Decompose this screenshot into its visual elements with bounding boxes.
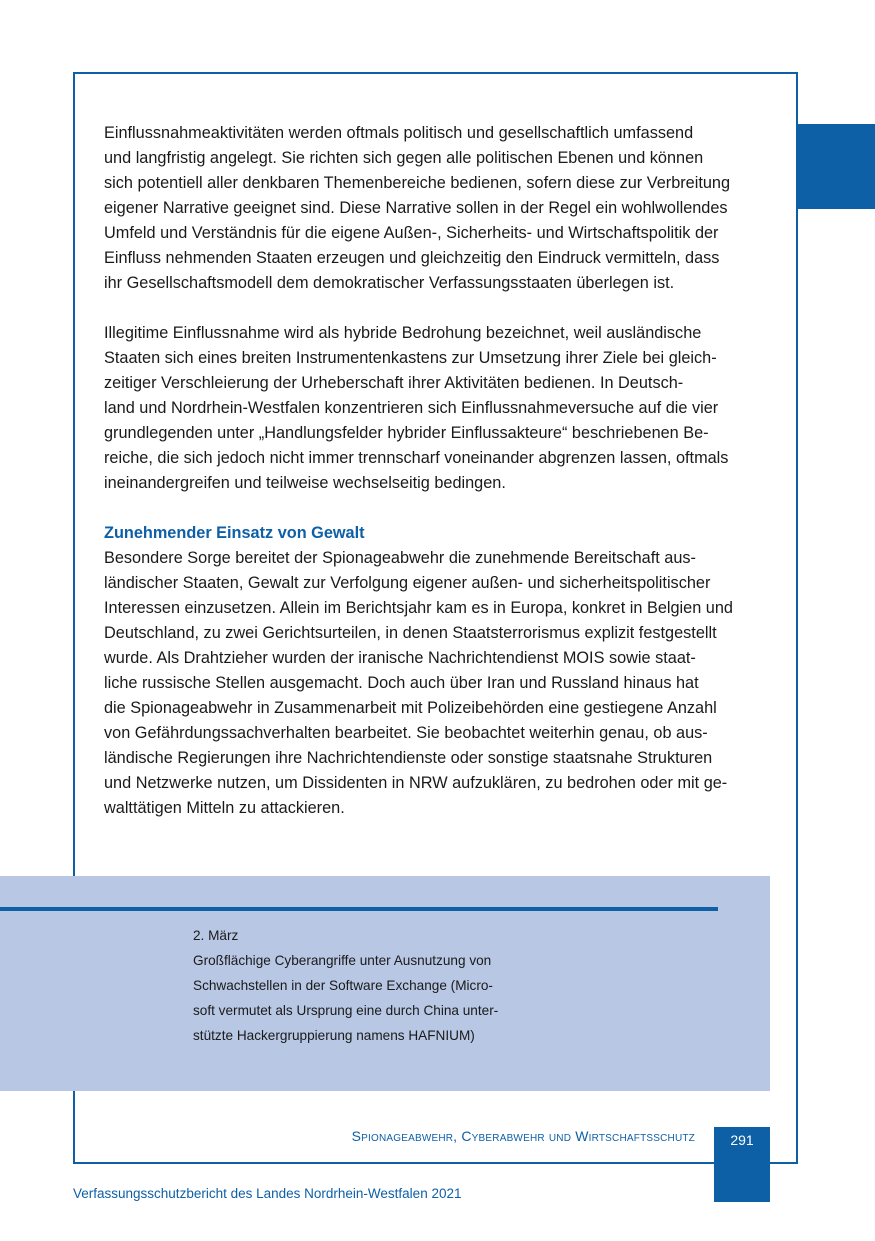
timeline-box [0,876,770,1091]
paragraph-3: Besondere Sorge bereitet der Spionageabwehr die zunehmende Bereitschaft aus- ländischer Staaten, Gewalt zur Verfolgung eigener außen- und sicherheitspolitischer Interessen einzusetzen. Allein im Berichtsjahr kam es in Europa, konkret in Belgien und Deutschland, zu zwei Gerichtsurteilen, in denen Staatsterrorismus explizit festgestellt wurde. Als Drahtzieher wurden der iranische Nachrichtendienst MOIS sowie staat- liche russische Stellen ausgemacht. Doch auch über Iran und Russland hinaus hat die Spionageabwehr in Zusammenarbeit mit Polizeibehörden eine gestiegene Anzahl von Gefährdungssachverhalten bearbeitet. Sie beobachtet weiterhin genau, ob aus- ländische Regierungen ihre Nachrichtendienste oder sonstige staatsnahe Strukturen und Netzwerke nutzen, um Dissidenten in NRW aufzuklären, zu bedrohen oder mit ge- walttätigen Mitteln zu attackieren. [104,549,733,817]
section-heading: Zunehmender Einsatz von Gewalt [104,524,365,542]
timeline-rule [0,907,718,911]
paragraph-1: Einflussnahmeaktivitäten werden oftmals politisch und gesellschaftlich umfassend und langfristig angelegt. Sie richten sich gegen alle politischen Ebenen und können sich potentiell aller denkbaren Themenbereiche bedienen, sofern diese zur Verbreitung eigener Narrative geeignet sind. Diese Narrative sollen in der Regel ein wohlwollendes Umfeld und Verständnis für die eigene Außen-, Sicherheits- und Wirtschaftspolitik der Einfluss nehmenden Staaten erzeugen und gleichzeitig den Eindruck vermitteln, dass ihr Gesellschaftsmodell dem demokratischer Verfassungsstaaten überlegen ist. [104,124,731,292]
footer-publication-title: Verfassungsschutzbericht des Landes Nordrhein-Westfalen 2021 [73,1186,462,1201]
paragraph-2: Illegitime Einflussnahme wird als hybride Bedrohung bezeichnet, weil ausländische Staaten sich eines breiten Instrumentenkastens zur Umsetzung ihrer Ziele bei gleich- zeitiger Verschleierung der Urheberschaft ihrer Aktivitäten bedienen. In Deutsch- land und Nordrhein-Westfalen konzentrieren sich Einflussnahmeversuche auf die vier grundlegenden unter „Handlungsfelder hybrider Einflussakteure“ beschriebenen Be- reiche, die sich jedoch nicht immer trennscharf voneinander abgrenzen lassen, oftmals ineinandergreifen und teilweise wechselseitig bedingen. [104,324,729,492]
running-head: Spionageabwehr, Cyberabwehr und Wirtschaftsschutz [351,1128,695,1144]
timeline-entry [193,923,553,1048]
page-number: 291 [730,1132,754,1148]
chapter-tab-marker [798,124,875,209]
timeline-date: 2. März [193,928,239,943]
page-number-box [714,1127,770,1202]
timeline-text: Großflächige Cyberangriffe unter Ausnutzung von Schwachstellen in der Software Exchange (Micro- soft vermutet als Ursprung eine durch China unter- stützte Hackergruppierung namens HAFNIUM) [193,953,499,1043]
main-text [104,121,774,821]
